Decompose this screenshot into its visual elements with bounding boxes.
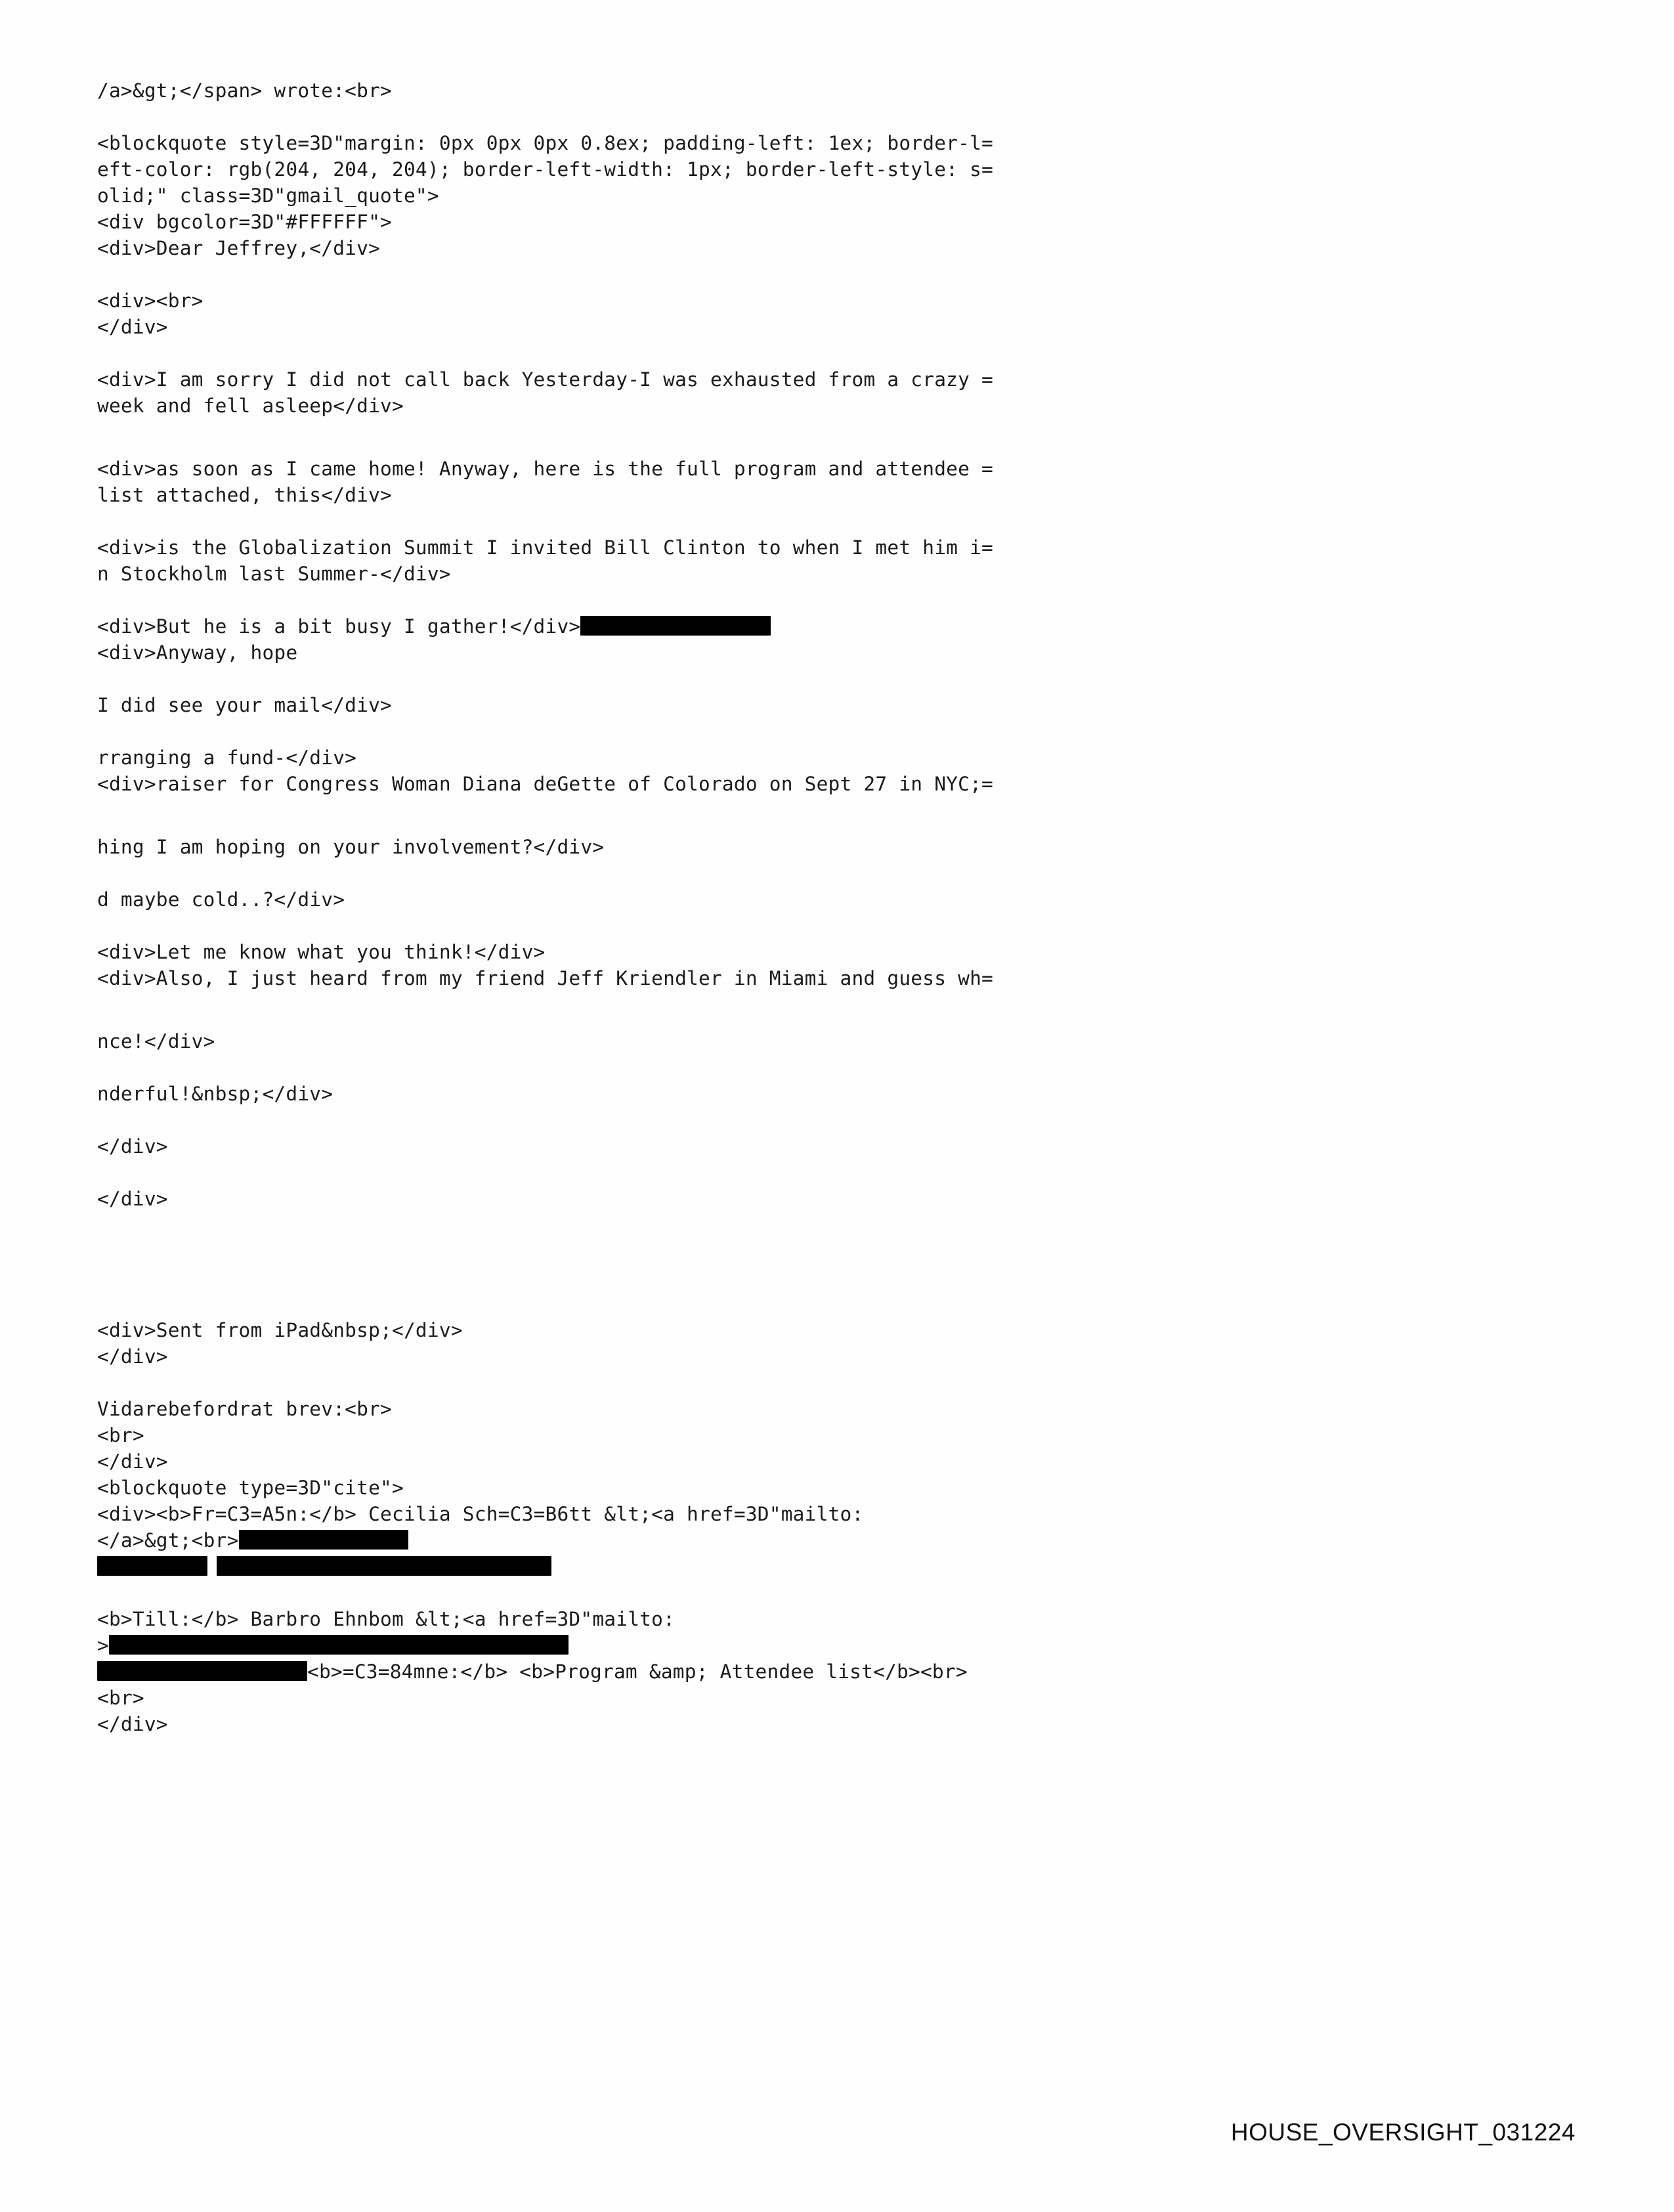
text-line: </div>	[97, 1135, 168, 1158]
text-line: <blockquote type=3D"cite">	[97, 1477, 404, 1499]
redaction-bar	[109, 1635, 569, 1655]
text-line: </div>	[97, 1345, 168, 1368]
text-line	[97, 613, 1568, 640]
document-text-body	[97, 77, 1568, 1737]
blank-line	[97, 1238, 1568, 1265]
blank-line	[97, 508, 1568, 534]
text-line: <div><br>	[97, 290, 204, 312]
blank-line	[97, 797, 1568, 834]
text-line-redacted-email-cont	[97, 1553, 1568, 1580]
text-line: </div>	[97, 1713, 168, 1735]
bates-stamp: HOUSE_OVERSIGHT_031224	[1230, 2119, 1576, 2146]
blank-line	[97, 1160, 1568, 1186]
redaction-bar	[239, 1530, 408, 1550]
text-line: nderful!&nbsp;</div>	[97, 1083, 333, 1105]
text-line: week and fell asleep</div>	[97, 395, 404, 417]
text-segment: >	[97, 1634, 109, 1657]
text-line: olid;" class=3D"gmail_quote">	[97, 184, 439, 207]
text-line: <blockquote style=3D"margin: 0px 0px 0px 0.8ex; padding-left: 1ex; border-l=	[97, 132, 993, 154]
text-line-redacted-to	[97, 1632, 1568, 1659]
text-line-redacted-email	[97, 1527, 1568, 1553]
blank-line	[97, 587, 1568, 613]
blank-line	[97, 104, 1568, 130]
blank-line	[97, 1054, 1568, 1081]
text-line: <div>raiser for Congress Woman Diana deGette of Colorado on Sept 27 in NYC;=	[97, 773, 993, 795]
text-line: <br>	[97, 1687, 144, 1709]
text-line: <div>Also, I just heard from my friend Jeff Kriendler in Miami and guess wh=	[97, 967, 993, 989]
text-line: I did see your mail</div>	[97, 694, 393, 716]
redaction-bar	[97, 1661, 307, 1681]
blank-line	[97, 419, 1568, 456]
blank-line	[97, 1107, 1568, 1133]
text-segment: <div>But he is a bit busy I gather!</div>	[97, 615, 581, 638]
redaction-bar	[580, 616, 771, 636]
text-line: <b>Till:</b> Barbro Ehnbom &lt;<a href=3D"mailto:	[97, 1608, 676, 1630]
text-line: </div>	[97, 316, 168, 338]
blank-line	[97, 261, 1568, 288]
text-line: Vidarebefordrat brev:<br>	[97, 1398, 393, 1420]
redaction-bar	[97, 1556, 207, 1576]
text-segment: <b>=C3=84mne:</b> <b>Program &amp; Attendee list</b><br>	[307, 1660, 968, 1683]
text-line: list attached, this</div>	[97, 484, 393, 506]
blank-line	[97, 1212, 1568, 1238]
blank-line	[97, 666, 1568, 692]
blank-line	[97, 718, 1568, 745]
text-line: <div>I am sorry I did not call back Yesterday-I was exhausted from a crazy =	[97, 368, 993, 391]
redaction-bar	[217, 1556, 551, 1576]
blank-line	[97, 913, 1568, 939]
blank-line	[97, 1265, 1568, 1291]
text-line: eft-color: rgb(204, 204, 204); border-left-width: 1px; border-left-style: s=	[97, 158, 993, 181]
blank-line	[97, 991, 1568, 1028]
blank-line	[97, 860, 1568, 886]
blank-line	[97, 340, 1568, 366]
text-line: <div>Anyway, hope	[97, 641, 310, 664]
text-line: </div>	[97, 1188, 168, 1210]
text-line: <div>Let me know what you think!</div>	[97, 941, 546, 963]
text-line: <div>as soon as I came home! Anyway, here is the full program and attendee =	[97, 458, 993, 480]
text-line: <br>	[97, 1424, 144, 1446]
text-line: <div>is the Globalization Summit I invited Bill Clinton to when I met him i=	[97, 536, 993, 559]
blank-line	[97, 1291, 1568, 1317]
text-line: hing I am hoping on your involvement?</div>	[97, 836, 605, 858]
text-line: d maybe cold..?</div>	[97, 888, 345, 911]
text-line-redacted-to-cont	[97, 1659, 1568, 1685]
text-segment: </a>&gt;<br>	[97, 1529, 239, 1551]
text-line: <div>Dear Jeffrey,</div>	[97, 237, 381, 259]
text-line: </div>	[97, 1450, 168, 1473]
text-line: <div bgcolor=3D"#FFFFFF">	[97, 211, 393, 233]
text-line: <div><b>Fr=C3=A5n:</b> Cecilia Sch=C3=B6tt &lt;<a href=3D"mailto:	[97, 1503, 864, 1525]
text-line: nce!</div>	[97, 1030, 215, 1052]
text-line: n Stockholm last Summer-</div>	[97, 563, 451, 585]
blank-line	[97, 1370, 1568, 1396]
blank-line	[97, 1580, 1568, 1606]
text-line: rranging a fund-</div>	[97, 747, 357, 769]
text-line: <div>Sent from iPad&nbsp;</div>	[97, 1319, 463, 1341]
text-line: /a>&gt;</span> wrote:<br>	[97, 79, 393, 102]
